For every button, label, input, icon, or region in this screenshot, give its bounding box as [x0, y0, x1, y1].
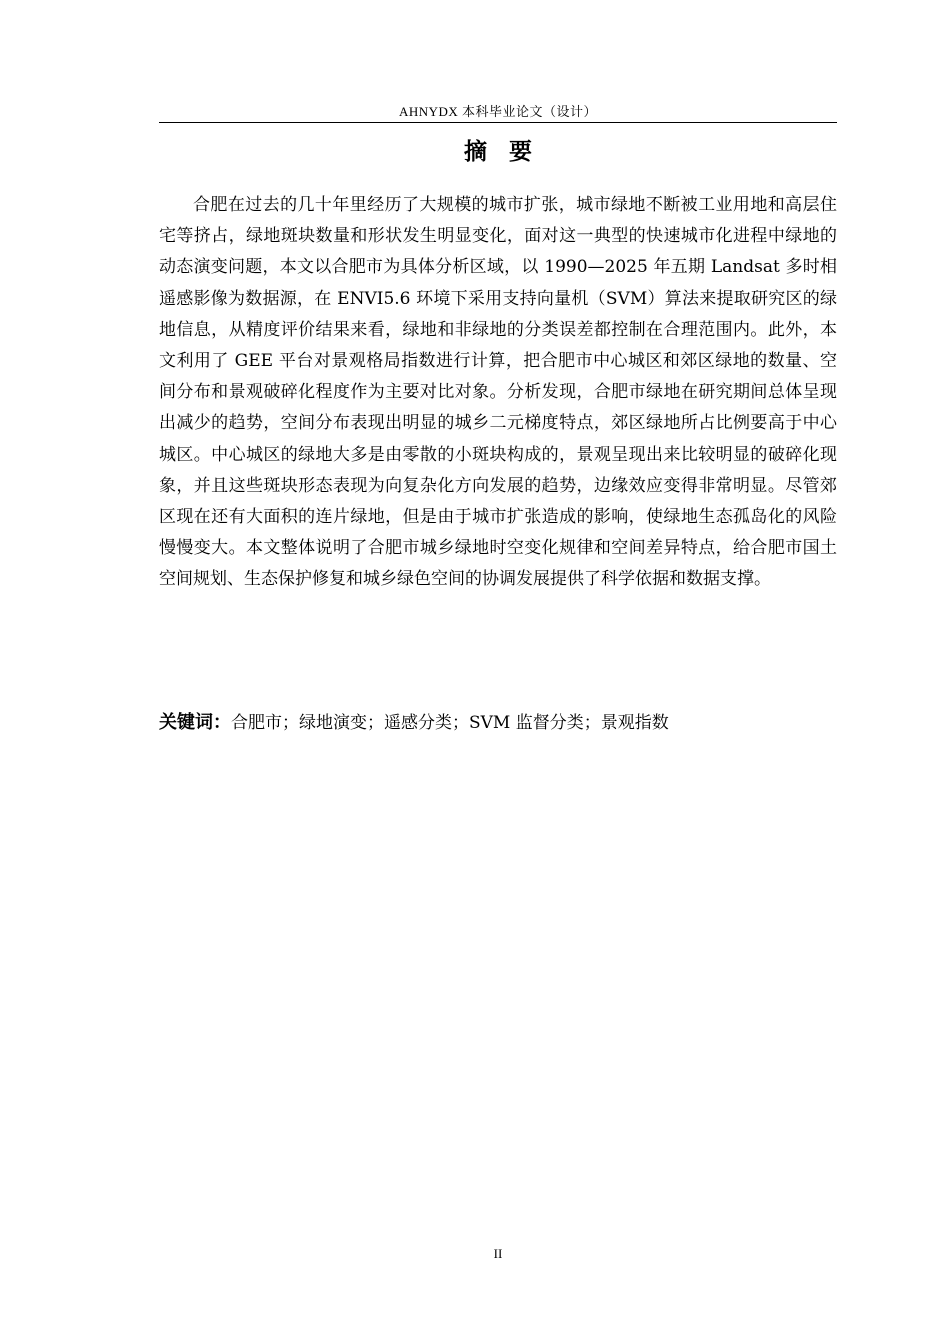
keywords-text: 合肥市；绿地演变；遥感分类；SVM 监督分类；景观指数 — [231, 713, 669, 733]
abstract-title: 摘要 — [464, 139, 554, 165]
keywords-label: 关键词： — [159, 712, 231, 733]
keywords-line — [159, 707, 837, 739]
page-number: II — [493, 1246, 503, 1261]
running-header: AHNYDX 本科毕业论文（设计） — [398, 104, 598, 119]
abstract-body: 合肥在过去的几十年里经历了大规模的城市扩张，城市绿地不断被工业用地和高层住宅等挤占，绿地斑块数量和形状发生明显变化，面对这一典型的快速城市化进程中绿地的动态演变问题，本文以合肥市为具体分析区域，以 1990—2025 年五期 Landsat 多时相遥感影像为数据源，在 ENVI5.6 环境下采用支持向量机（SVM）算法来提取研究区的绿地信息，从精度评价结果来看，绿地和非绿地的分类误差都控制在合理范围内。此外，本文利用了 GEE 平台对景观格局指数进行计算，把合肥市中心城区和郊区绿地的数量、空间分布和景观破碎化程度作为主要对比对象。分析发现，合肥市绿地在研究期间总体呈现出减少的趋势，空间分布表现出明显的城乡二元梯度特点，郊区绿地所占比例要高于中心城区。中心城区的绿地大多是由零散的小斑块构成的，景观呈现出来比较明显的破碎化现象，并且这些斑块形态表现为向复杂化方向发展的趋势，边缘效应变得非常明显。尽管郊区现在还有大面积的连片绿地，但是由于城市扩张造成的影响，使绿地生态孤岛化的风险慢慢变大。本文整体说明了合肥市城乡绿地时空变化规律和空间差异特点，给合肥市国土空间规划、生态保护修复和城乡绿色空间的协调发展提供了科学依据和数据支撑。 — [159, 195, 837, 590]
header-divider — [159, 122, 837, 123]
